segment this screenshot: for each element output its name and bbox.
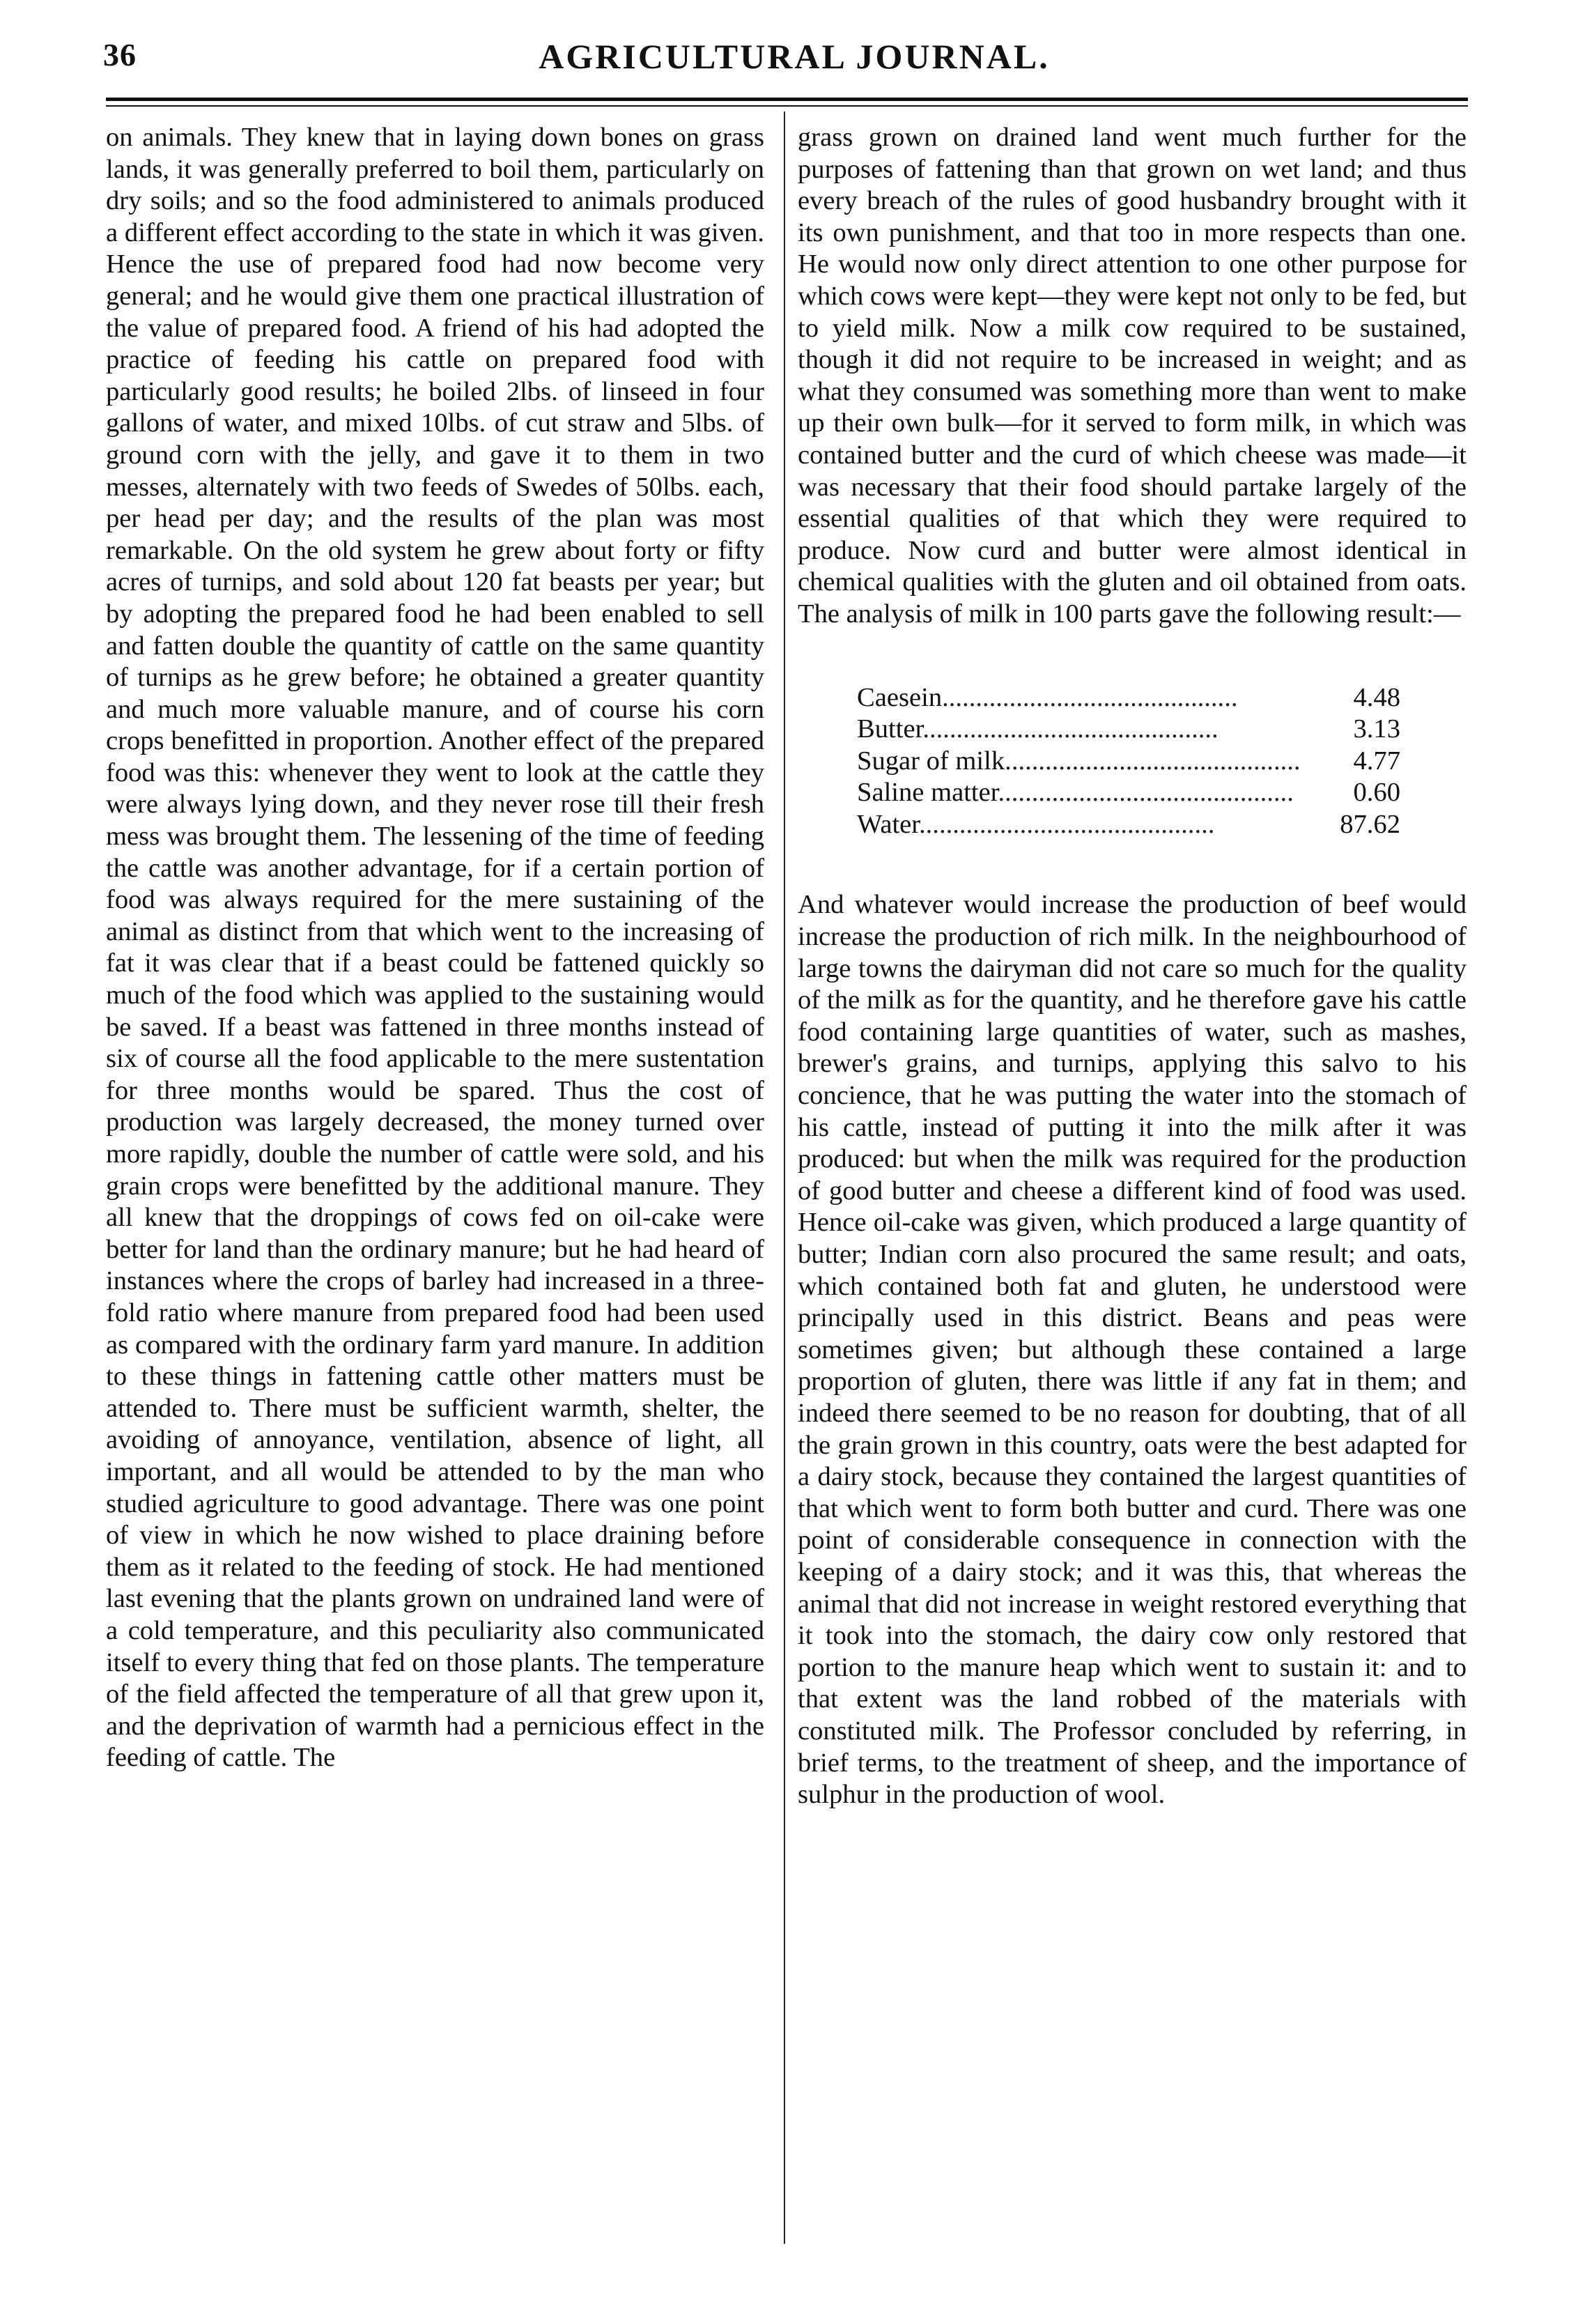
dot-leader: ............................................	[942, 682, 1238, 712]
column-divider	[784, 111, 785, 2244]
header-rule-thin	[106, 105, 1468, 107]
page-number: 36	[103, 37, 137, 72]
table-row	[857, 746, 1400, 778]
table-row	[857, 777, 1400, 809]
item-name: Saline matter	[857, 778, 998, 808]
right-column-paragraph-1: grass grown on drained land went much further for the purposes of fattening than that grown on wet land; and thus every breach of the rules of good husbandry brought with it its own punishment, and that too in more respects than one. He would now only direct attention to one other purpose for which cows were kept—they were kept not only to be fed, but to yield milk. Now a milk cow required to be sustained, though it did not require to be increased in weight; and as what they consumed was something more than went to make up their own bulk—for it served to form milk, in which was contained butter and the curd of which cheese was made—it was necessary that their food should partake largely of the essential qualities of that which they were required to produce. Now curd and butter were almost identical in chemical qualities with the gluten and oil obtained from oats. The analysis of milk in 100 parts gave the following result:—	[798, 123, 1467, 629]
dot-leader: ............................................	[919, 809, 1215, 839]
dot-leader: ............................................	[1005, 746, 1301, 776]
right-column	[798, 122, 1467, 1811]
table-row	[857, 682, 1400, 714]
milk-analysis-table	[857, 682, 1400, 841]
item-value: 0.60	[1353, 778, 1400, 808]
item-value: 87.62	[1340, 809, 1400, 839]
item-value: 4.77	[1353, 746, 1400, 776]
left-column-paragraph: on animals. They knew that in laying down bones on grass lands, it was generally preferred to boil them, particularly on dry soils; and so the food administered to animals produced a different effect according to the state in which it was given. Hence the use of prepared food had now become very general; and he would give them one practical illustration of the value of prepared food. A friend of his had adopted the practice of feeding his cattle on prepared food with particularly good results; he boiled 2lbs. of linseed in four gallons of water, and mixed 10lbs. of cut straw and 5lbs. of ground corn with the jelly, and gave it to them in two messes, alternately with two feeds of Swedes of 50lbs. each, per head per day; and the results of the plan was most remarkable. On the old system he grew about forty or fifty acres of turnips, and sold about 120 fat beasts per year; but by adopting the prepared food he had been enabled to sell and fatten double the quantity of cattle on the same quantity of turnips as he grew before; he obtained a greater quantity and much more valuable manure, and of course his corn crops benefitted in proportion. Another effect of the prepared food was this: whenever they went to look at the cattle they were always lying down, and they never rose till their fresh mess was brought them. The lessening of the time of feeding the cattle was another advantage, for if a certain portion of food was always required for the mere sustaining of the animal as distinct from that which went to the increasing of fat it was clear that if a beast could be fattened quickly so much of the food which was applied to the sustaining would be saved. If a beast was fattened in three months instead of six of course all the food applicable to the mere sustentation for three months would be spared. Thus the cost of production was largely decreased, the money turned over more rapidly, double the number of cattle were sold, and his grain crops were benefitted by the additional manure. They all knew that the droppings of cows fed on oil-cake were better for land than the ordinary manure; but he had heard of instances where the crops of barley had increased in a three-fold ratio where manure from prepared food had been used as compared with the ordinary farm yard manure. In addition to these things in fattening cattle other matters must be attended to. There must be sufficient warmth, shelter, the avoiding of annoyance, ventilation, absence of light, all important, and all would be attended to by the man who studied agriculture to good advantage. There was one point of view in which he now wished to place draining before them as it related to the feeding of stock. He had mentioned last evening that the plants grown on undrained land were of a cold temperature, and this peculiarity also communicated itself to every thing that fed on those plants. The temperature of the field affected the temperature of all that grew upon it, and the deprivation of warmth had a pernicious effect in the feeding of cattle. The	[106, 123, 764, 1773]
dot-leader: ............................................	[922, 714, 1219, 744]
item-name: Caesein	[857, 682, 943, 712]
item-value: 4.48	[1353, 682, 1400, 712]
dot-leader: ............................................	[998, 778, 1294, 808]
item-name: Sugar of milk	[857, 746, 1005, 776]
right-column-paragraph-2: And whatever would increase the production of beef would increase the production of rich milk. In the neighbourhood of large towns the dairyman did not care so much for the quality of the milk as for the quantity, and he therefore gave his cattle food containing large quantities of water, such as mashes, brewer's grains, and turnips, applying this salvo to his concience, that he was putting the water into the stomach of his cattle, instead of putting it into the milk after it was produced: but when the milk was required for the production of good butter and cheese a different kind of food was used. Hence oil-cake was given, which produced a large quantity of butter; Indian corn also procured the same result; and oats, which contained both fat and gluten, he understood were principally used in this district. Beans and peas were sometimes given; but although these contained a large proportion of gluten, there was little if any fat in them; and indeed there seemed to be no reason for doubting, that of all the grain grown in this country, oats were the best adapted for a dairy stock, because they contained the largest quantities of that which went to form both butter and curd. There was one point of considerable consequence in connection with the keeping of a dairy stock; and it was this, that whereas the animal that did not increase in weight restored everything that it took into the stomach, the dairy cow only restored that portion to the manure heap which went to sustain it: and to that extent was the land robbed of the materials with constituted milk. The Professor concluded by referring, in brief terms, to the treatment of sheep, and the importance of sulphur in the production of wool.	[798, 890, 1467, 1810]
running-head: AGRICULTURAL JOURNAL.	[539, 37, 1050, 76]
header-rule-thick	[106, 98, 1468, 101]
item-name: Butter	[857, 714, 923, 744]
table-row	[857, 714, 1400, 746]
item-value: 3.13	[1353, 714, 1400, 744]
item-name: Water	[857, 809, 920, 839]
table-row	[857, 809, 1400, 841]
left-column	[106, 122, 764, 1774]
